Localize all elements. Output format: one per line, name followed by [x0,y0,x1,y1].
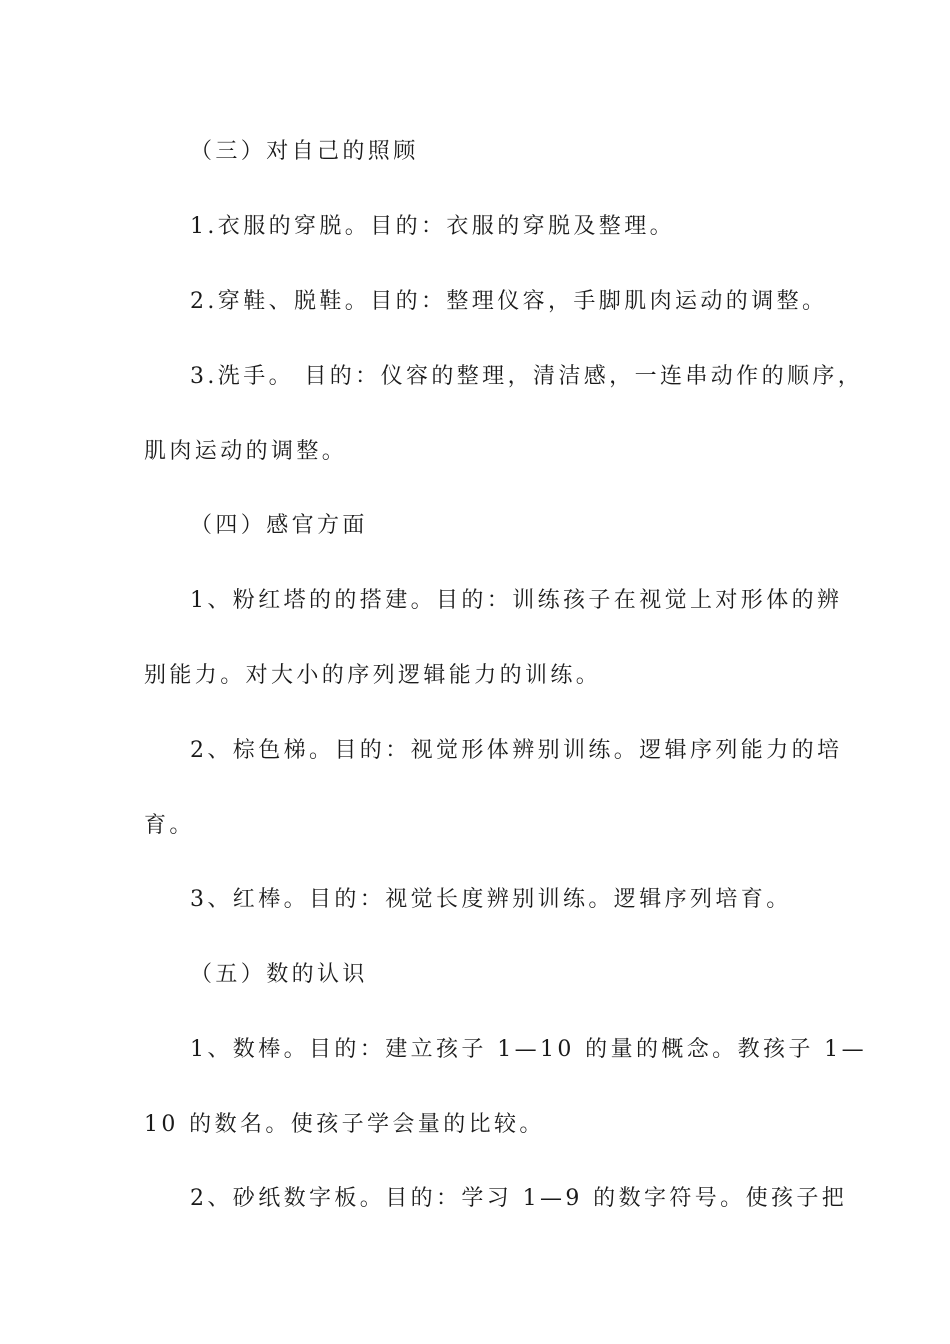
paragraph-line: 10 的数名。使孩子学会量的比较。 [144,1112,545,1137]
section-heading-self-care: （三）对自己的照顾 [190,139,419,164]
paragraph-line: 1、粉红塔的的搭建。目的：训练孩子在视觉上对形体的辨 [190,588,843,613]
paragraph-line: 1、数棒。目的：建立孩子 1—10 的量的概念。教孩子 1— [190,1037,867,1062]
paragraph-line: 育。 [144,813,195,838]
paragraph-line: 3.洗手。 目的：仪容的整理，清洁感，一连串动作的顺序， [190,364,864,389]
section-heading-numbers: （五）数的认识 [190,962,368,987]
paragraph-line: 2.穿鞋、脱鞋。目的：整理仪容，手脚肌肉运动的调整。 [190,289,828,314]
paragraph-line: 3、红棒。目的：视觉长度辨别训练。逻辑序列培育。 [190,887,792,912]
paragraph-line: 2、棕色梯。目的：视觉形体辨别训练。逻辑序列能力的培 [190,738,843,763]
paragraph-line: 2、砂纸数字板。目的：学习 1—9 的数字符号。使孩子把 [190,1186,848,1211]
paragraph-line: 别能力。对大小的序列逻辑能力的训练。 [144,663,602,688]
section-heading-senses: （四）感官方面 [190,513,368,538]
paragraph-line: 肌肉运动的调整。 [144,439,348,464]
paragraph-line: 1.衣服的穿脱。目的：衣服的穿脱及整理。 [190,214,675,239]
